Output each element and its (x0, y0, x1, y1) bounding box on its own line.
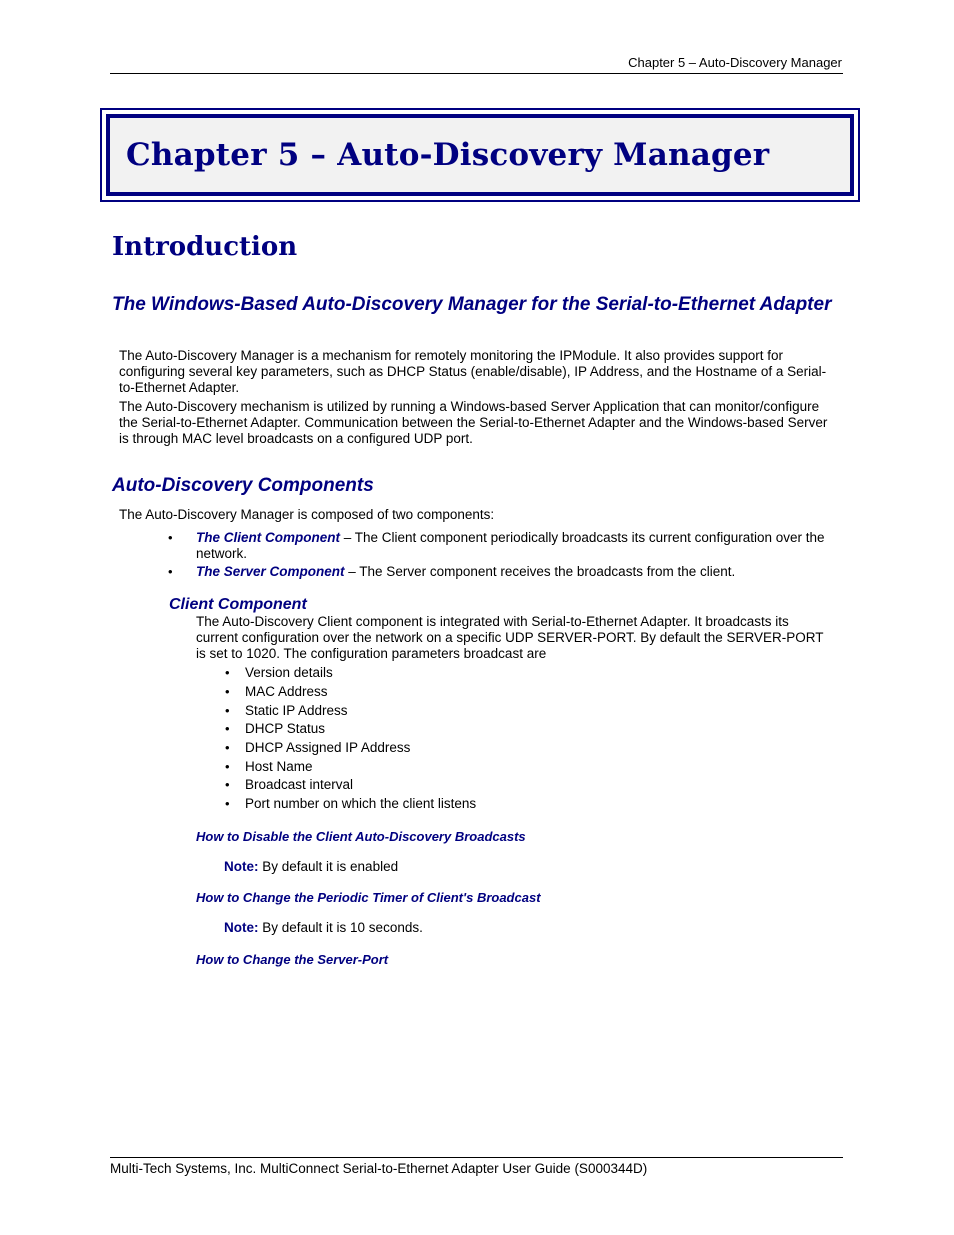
list-item-text: Version details (245, 665, 333, 681)
client-component-heading: Client Component (169, 596, 307, 613)
server-port-heading: How to Change the Server-Port (196, 952, 389, 967)
client-component-desc: – The Client component periodically broadcasts its current configuration over the network. (196, 530, 825, 561)
disable-broadcasts-heading: How to Disable the Client Auto-Discovery Broadcasts (196, 829, 526, 844)
bullet-icon: • (225, 684, 230, 700)
client-component-paragraph: The Auto-Discovery Client component is integrated with Serial-to-Ethernet Adapter. It broadcasts its current configuration over the network on a specific UDP SERVER-PORT. By default the SERVER-PORT is set to 1020. The configuration parameters broadcast are (196, 614, 824, 661)
server-component-desc: – The Server component receives the broadcasts from the client. (344, 564, 736, 579)
list-item-text (196, 564, 838, 580)
chapter-title-box (100, 108, 860, 202)
list-item-text: Broadcast interval (245, 777, 354, 793)
windows-manager-subheading: The Windows-Based Auto-Discovery Manager for the Serial-to-Ethernet Adapter (112, 294, 832, 315)
components-list (168, 530, 838, 580)
list-item (168, 530, 838, 562)
list-item-text: Static IP Address (245, 702, 348, 718)
periodic-timer-heading: How to Change the Periodic Timer of Client's Broadcast (196, 890, 541, 905)
bullet-icon: • (225, 777, 230, 793)
bullet-icon: • (225, 702, 230, 718)
list-item (225, 664, 725, 683)
bullet-icon: • (168, 564, 173, 579)
chapter-title: Chapter 5 – Auto-Discovery Manager (126, 137, 770, 173)
disable-note (224, 859, 398, 874)
list-item-text: Host Name (245, 758, 313, 774)
bullet-icon: • (225, 758, 230, 774)
list-item (168, 564, 838, 580)
list-item (225, 757, 725, 776)
server-component-term: The Server Component (196, 564, 345, 579)
list-item-text: DHCP Status (245, 721, 326, 737)
note-text: By default it is enabled (258, 859, 399, 874)
list-item-text: MAC Address (245, 684, 328, 700)
list-item-text (196, 530, 838, 562)
bullet-icon: • (225, 740, 230, 756)
components-heading: Auto-Discovery Components (112, 475, 374, 496)
config-params-list (225, 664, 725, 814)
chapter-title-inner (106, 114, 854, 196)
bullet-icon: • (225, 796, 230, 812)
list-item (225, 795, 725, 814)
bullet-icon: • (168, 530, 173, 545)
components-intro: The Auto-Discovery Manager is composed of two components: (119, 507, 495, 522)
running-header: Chapter 5 – Auto-Discovery Manager (628, 55, 842, 70)
list-item (225, 683, 725, 702)
list-item-text: Port number on which the client listens (245, 796, 477, 812)
note-text: By default it is 10 seconds. (258, 920, 423, 935)
footer-rule (110, 1157, 843, 1158)
bullet-icon: • (225, 665, 230, 681)
list-item-text: DHCP Assigned IP Address (245, 740, 411, 756)
header-rule (110, 73, 843, 74)
list-item (225, 720, 725, 739)
list-item (225, 739, 725, 758)
page-footer: Multi-Tech Systems, Inc. MultiConnect Serial-to-Ethernet Adapter User Guide (S000344D) (110, 1161, 648, 1176)
timer-note (224, 920, 423, 935)
list-item (225, 776, 725, 795)
client-component-term: The Client Component (196, 530, 340, 545)
bullet-icon: • (225, 721, 230, 737)
list-item (225, 701, 725, 720)
introduction-heading: Introduction (112, 232, 298, 262)
intro-paragraph-2: The Auto-Discovery mechanism is utilized by running a Windows-based Server Application that can monitor/configure the Serial-to-Ethernet Adapter. Communication between the Serial-to-Ethernet Adapter and the Windows-based Server is through MAC level broadcasts on a configured UDP port. (119, 399, 828, 446)
note-label: Note: (224, 920, 259, 935)
intro-paragraph-1: The Auto-Discovery Manager is a mechanism for remotely monitoring the IPModule. It also provides support for configuring several key parameters, such as DHCP Status (enable/disable), IP Address, and the Hostname of a Serial-to-Ethernet Adapter. (119, 348, 827, 395)
note-label: Note: (224, 859, 259, 874)
